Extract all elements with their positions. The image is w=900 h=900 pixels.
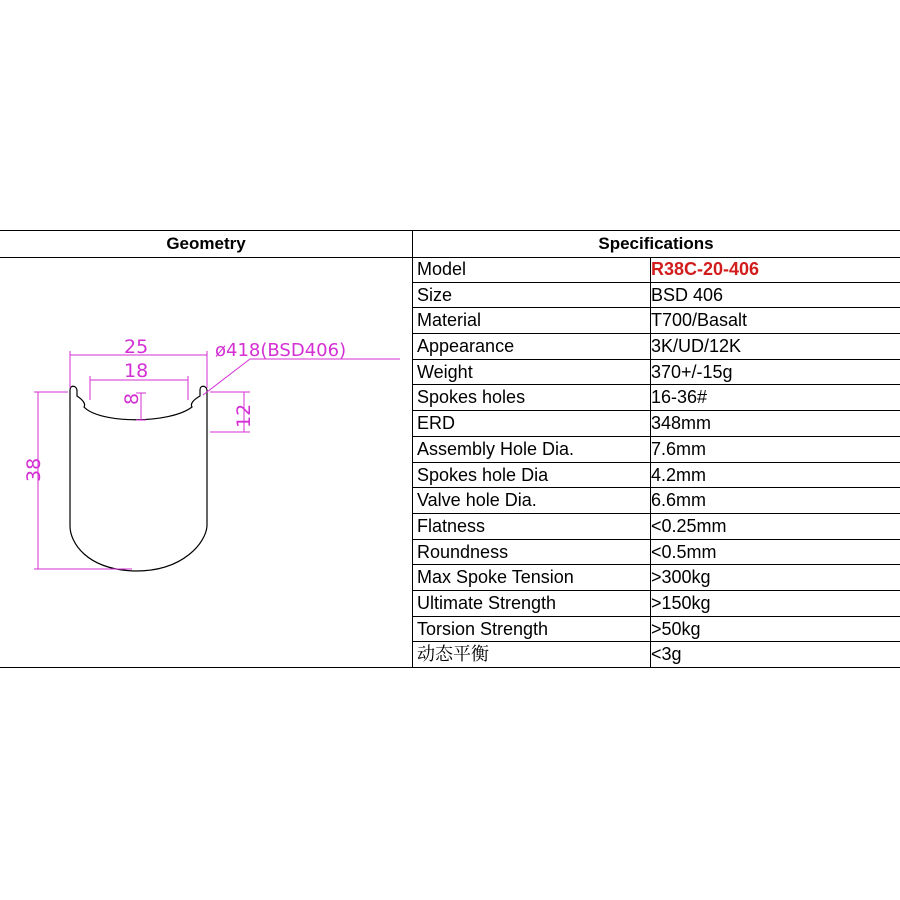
geometry-panel [0,257,412,668]
spec-label: Weight [417,361,473,382]
specifications-table [412,257,900,668]
spec-value: <3g [651,644,682,665]
spec-row [412,437,900,463]
spec-label: Size [417,284,453,305]
inner-width-label: 18 [124,360,149,382]
spec-label: Spokes hole Dia [417,464,549,485]
spec-value: >150kg [651,592,711,613]
geometry-header: Geometry [166,234,246,253]
spec-label: Torsion Strength [417,618,549,639]
spec-row [412,385,900,411]
spec-row [412,488,900,514]
spec-value: 16-36# [651,387,708,408]
spec-label: Max Spoke Tension [417,567,574,588]
spec-row [412,411,900,437]
spec-value: 4.2mm [651,464,707,485]
spec-row [412,514,900,540]
outer-width-label: 25 [124,336,149,358]
spec-value: <0.25mm [651,515,727,536]
spec-row [412,334,900,360]
spec-row [412,257,900,283]
spec-label: Flatness [417,515,486,536]
spec-value: >50kg [651,618,701,639]
spec-row [412,360,900,386]
hook-depth-label: 8 [121,392,143,405]
rim-profile-outline [70,386,207,571]
spec-row [412,283,900,309]
bsd-label: ø418(BSD406) [215,340,347,361]
spec-row [412,308,900,334]
spec-label: Spokes holes [417,387,526,408]
spec-label: Appearance [417,336,515,357]
spec-row [412,642,900,668]
spec-label: Assembly Hole Dia. [417,438,575,459]
spec-value: BSD 406 [651,284,724,305]
spec-value: 348mm [651,413,712,434]
bead-depth-label: 12 [233,403,255,428]
spec-row [412,617,900,643]
model-value: R38C-20-406 [651,259,760,279]
spec-label: Ultimate Strength [417,592,557,613]
rim-height-label: 38 [23,457,45,482]
spec-value: 7.6mm [651,438,707,459]
spec-value: T700/Basalt [651,310,748,331]
spec-row [412,591,900,617]
spec-label: 动态平衡 [417,644,489,665]
spec-row [412,463,900,489]
spec-value: 3K/UD/12K [651,336,742,357]
spec-value: 370+/-15g [651,361,733,382]
specifications-header: Specifications [598,234,714,253]
spec-label: Model [417,259,467,279]
spec-value: <0.5mm [651,541,717,562]
spec-label: Valve hole Dia. [417,490,537,511]
spec-value: 6.6mm [651,490,707,511]
spec-row [412,540,900,566]
spec-row [412,565,900,591]
spec-value: >300kg [651,567,711,588]
rim-profile-drawing [0,257,412,668]
spec-sheet [0,230,900,668]
spec-label: Roundness [417,541,509,562]
spec-label: Material [417,310,482,331]
spec-label: ERD [417,413,456,434]
